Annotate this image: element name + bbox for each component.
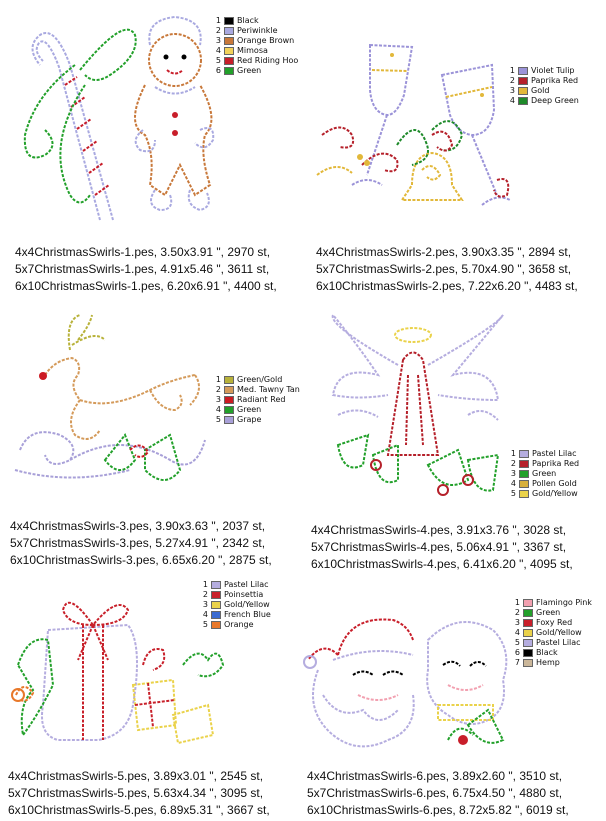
- design-3-file-list: [10, 518, 302, 569]
- legend-entry: 5 Gold/Yellow: [510, 489, 578, 498]
- design-2-thread-legend: [507, 66, 603, 106]
- color-swatch: [211, 591, 221, 599]
- color-swatch: [518, 77, 528, 85]
- legend-entry: 3 Radiant Red: [215, 395, 286, 404]
- design-1-file-list: [15, 244, 302, 295]
- file-caption: 6x10ChristmasSwirls-2.pes, 7.22x6.20 ", 4483 st,: [316, 279, 578, 293]
- legend-entry: 3 Gold/Yellow: [202, 600, 270, 609]
- legend-entry: 1 Violet Tulip: [509, 66, 575, 75]
- legend-entry: 4 Gold/Yellow: [514, 628, 582, 637]
- file-caption: 5x7ChristmasSwirls-2.pes, 5.70x4.90 ", 3658 st,: [316, 262, 572, 276]
- file-caption: 4x4ChristmasSwirls-2.pes, 3.90x3.35 ", 2894 st,: [316, 245, 572, 259]
- santa-couple-illustration: [298, 600, 518, 760]
- design-4-file-list: [311, 522, 604, 573]
- legend-entry: 2 Paprika Red: [509, 76, 579, 85]
- legend-entry: 2 Periwinkle: [215, 26, 278, 35]
- legend-entry: 1 Green/Gold: [215, 375, 283, 384]
- file-caption: 5x7ChristmasSwirls-4.pes, 5.06x4.91 ", 3367 st,: [311, 540, 567, 554]
- legend-entry: 5 Red Riding Hoo: [215, 56, 299, 65]
- color-swatch: [519, 480, 529, 488]
- legend-entry: 3 Gold: [509, 86, 550, 95]
- gift-stocking-illustration: [8, 585, 228, 760]
- color-swatch: [224, 376, 234, 384]
- design-3-artwork: [10, 310, 210, 510]
- color-swatch: [523, 639, 533, 647]
- file-caption: 4x4ChristmasSwirls-3.pes, 3.90x3.63 ", 2037 st,: [10, 519, 266, 533]
- legend-entry: 2 Green: [514, 608, 561, 617]
- design-5-thread-legend: [200, 580, 290, 630]
- legend-entry: 5 Grape: [215, 415, 262, 424]
- color-swatch: [523, 659, 533, 667]
- legend-entry: 4 Green: [215, 405, 262, 414]
- file-caption: 6x10ChristmasSwirls-1.pes, 6.20x6.91 ", 4400 st,: [15, 279, 277, 293]
- file-caption: 4x4ChristmasSwirls-5.pes, 3.89x3.01 ", 2545 st,: [8, 769, 264, 783]
- angel-illustration: [318, 305, 508, 515]
- design-6-file-list: [307, 768, 604, 819]
- legend-entry: 3 Green: [510, 469, 557, 478]
- legend-entry: 6 Green: [215, 66, 262, 75]
- file-caption: 5x7ChristmasSwirls-3.pes, 5.27x4.91 ", 2342 st,: [10, 536, 266, 550]
- color-swatch: [523, 649, 533, 657]
- color-swatch: [224, 37, 234, 45]
- color-swatch: [211, 621, 221, 629]
- color-swatch: [224, 396, 234, 404]
- legend-entry: 4 Deep Green: [509, 96, 579, 105]
- color-swatch: [523, 629, 533, 637]
- file-caption: 4x4ChristmasSwirls-6.pes, 3.89x2.60 ", 3510 st,: [307, 769, 563, 783]
- color-swatch: [523, 609, 533, 617]
- file-caption: 6x10ChristmasSwirls-3.pes, 6.65x6.20 ", 2875 st,: [10, 553, 272, 567]
- color-swatch: [224, 67, 234, 75]
- file-caption: 5x7ChristmasSwirls-6.pes, 6.75x4.50 ", 4880 st,: [307, 786, 563, 800]
- color-swatch: [211, 601, 221, 609]
- color-swatch: [519, 470, 529, 478]
- color-swatch: [224, 416, 234, 424]
- color-swatch: [519, 450, 529, 458]
- legend-entry: 2 Poinsettia: [202, 590, 264, 599]
- file-caption: 5x7ChristmasSwirls-1.pes, 4.91x5.46 ", 3611 st,: [15, 262, 270, 276]
- design-5-artwork: [8, 585, 228, 760]
- file-caption: 6x10ChristmasSwirls-5.pes, 6.89x5.31 ", 3667 st,: [8, 803, 270, 817]
- gingerbread-candy-cane-illustration: [15, 5, 215, 230]
- legend-entry: 4 Pollen Gold: [510, 479, 577, 488]
- reindeer-illustration: [10, 310, 210, 510]
- legend-entry: 1 Pastel Lilac: [510, 449, 577, 458]
- color-swatch: [519, 460, 529, 468]
- legend-entry: 3 Foxy Red: [514, 618, 573, 627]
- color-swatch: [518, 87, 528, 95]
- color-swatch: [523, 599, 533, 607]
- color-swatch: [224, 386, 234, 394]
- legend-entry: 2 Med. Tawny Tan: [215, 385, 300, 394]
- color-swatch: [518, 67, 528, 75]
- legend-entry: 1 Flamingo Pink: [514, 598, 592, 607]
- color-swatch: [224, 57, 234, 65]
- legend-entry: 7 Hemp: [514, 658, 560, 667]
- file-caption: 4x4ChristmasSwirls-1.pes, 3.50x3.91 ", 2970 st,: [15, 245, 271, 259]
- legend-entry: 1 Pastel Lilac: [202, 580, 269, 589]
- color-swatch: [224, 47, 234, 55]
- champagne-glasses-illustration: [312, 35, 512, 235]
- color-swatch: [224, 27, 234, 35]
- design-6-artwork: [298, 600, 518, 760]
- color-swatch: [224, 17, 234, 25]
- legend-entry: 6 Black: [514, 648, 558, 657]
- color-swatch: [519, 490, 529, 498]
- design-6-thread-legend: [512, 598, 604, 668]
- design-2-file-list: [316, 244, 604, 295]
- file-caption: 5x7ChristmasSwirls-5.pes, 5.63x4.34 ", 3095 st,: [8, 786, 264, 800]
- design-1-artwork: [15, 5, 215, 230]
- legend-entry: 4 Mimosa: [215, 46, 268, 55]
- design-3-thread-legend: [213, 375, 303, 425]
- legend-entry: 2 Paprika Red: [510, 459, 580, 468]
- color-swatch: [224, 406, 234, 414]
- design-4-thread-legend: [508, 449, 604, 499]
- legend-entry: 4 French Blue: [202, 610, 271, 619]
- design-2-artwork: [312, 35, 512, 235]
- legend-entry: 5 Pastel Lilac: [514, 638, 581, 647]
- design-5-file-list: [8, 768, 300, 819]
- color-swatch: [523, 619, 533, 627]
- file-caption: 4x4ChristmasSwirls-4.pes, 3.91x3.76 ", 3028 st,: [311, 523, 567, 537]
- legend-entry: 1 Black: [215, 16, 259, 25]
- color-swatch: [211, 581, 221, 589]
- legend-entry: 3 Orange Brown: [215, 36, 295, 45]
- file-caption: 6x10ChristmasSwirls-6.pes, 8.72x5.82 ", 6019 st,: [307, 803, 569, 817]
- file-caption: 6x10ChristmasSwirls-4.pes, 6.41x6.20 ", 4095 st,: [311, 557, 573, 571]
- design-4-artwork: [318, 305, 508, 515]
- color-swatch: [211, 611, 221, 619]
- legend-entry: 5 Orange: [202, 620, 254, 629]
- design-1-thread-legend: [213, 16, 301, 76]
- color-swatch: [518, 97, 528, 105]
